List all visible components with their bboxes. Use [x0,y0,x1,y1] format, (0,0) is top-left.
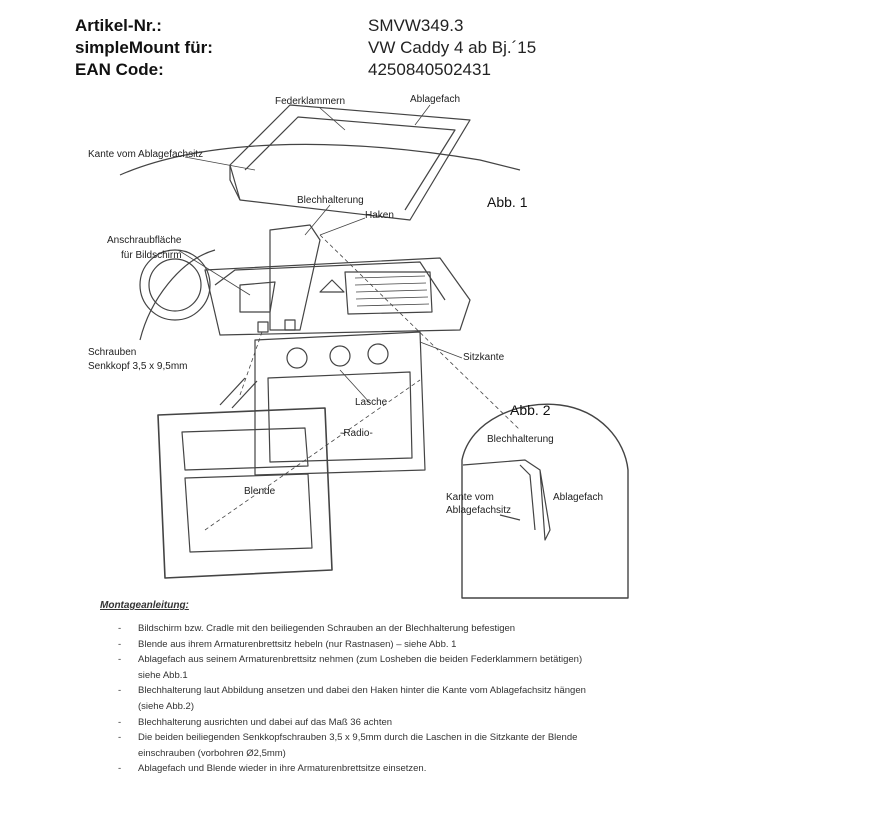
mount-for-label: simpleMount für: [75,38,213,57]
article-number-value: SMVW349.3 [368,16,464,35]
label-sitzkante: Sitzkante [463,352,505,363]
label-schrauben-1: Schrauben [88,347,137,358]
label-ablagefach: Ablagefach [410,94,461,105]
instruction-item-continued: (siehe Abb.2) [138,700,194,712]
instruction-item-continued: siehe Abb.1 [138,669,188,681]
tab-right [285,320,295,330]
label-blechhalterung: Blechhalterung [297,195,364,206]
ean-value: 4250840502431 [368,60,491,79]
radio-knob-center [330,346,350,366]
screw-right [232,381,257,408]
instruction-item: - Blende aus ihrem Armaturenbrettsitz hebeln (nur Rastnasen) – siehe Abb. 1 [100,637,740,653]
label-anschraub-2: für Bildschirm [121,250,182,261]
label-federklammern: Federklammern [275,96,346,107]
instruction-item: - Ablagefach und Blende wieder in ihre Armaturenbrettsitze einsetzen. [100,761,740,777]
instruction-item: - Ablagefach aus seinem Armaturenbrettsitz nehmen (zum Losheben die beiden Federklammern betätigen) [100,652,740,668]
hazard-button [320,280,344,292]
round-vent-inner [149,259,201,311]
label-blende: Blende [244,486,276,497]
radio-bay [255,332,425,475]
bracket [270,225,320,330]
radio-knob-right [368,344,388,364]
instruction-item-continued: einschrauben (vorbohren Ø2,5mm) [138,747,286,759]
detail-hook [520,465,535,530]
instruction-item: - Blechhalterung ausrichten und dabei auf das Maß 36 achten [100,715,740,731]
instruction-item: - Die beiden beiliegenden Senkkopfschrauben 3,5 x 9,5mm durch die Laschen in die Sitzkante der Blende [100,730,740,746]
mount-for-value: VW Caddy 4 ab Bj.´15 [368,38,537,57]
label-radio: -Radio- [340,428,373,439]
label-abb1: Abb. 1 [487,194,528,210]
ean-label: EAN Code: [75,60,164,79]
radio-knob-left [287,348,307,368]
radio-slot [268,372,412,462]
installation-instructions [100,600,740,777]
label-detail-blechhalterung: Blechhalterung [487,434,554,445]
instruction-item: - Bildschirm bzw. Cradle mit den beiliegenden Schrauben an der Blechhalterung befestigen [100,621,740,637]
bezel-upper-opening [182,428,308,470]
label-kante: Kante vom Ablagefachsitz [88,149,204,160]
article-number-label: Artikel-Nr.: [75,16,162,35]
instructions-list [100,621,740,777]
label-anschraub-1: Anschraubfläche [107,235,182,246]
label-abb2: Abb. 2 [510,402,551,418]
label-schrauben-2: Senkkopf 3,5 x 9,5mm [88,361,188,372]
instruction-item: - Blechhalterung laut Abbildung ansetzen und dabei den Haken hinter die Kante vom Ablagefachsitz hängen [100,683,740,699]
label-detail-kante-2: Ablagefachsitz [446,505,512,516]
label-detail-ablagefach: Ablagefach [553,492,604,503]
instructions-title: Montageanleitung: [100,600,189,611]
tab-left [258,322,268,332]
label-haken: Haken [365,210,394,221]
label-detail-kante-1: Kante vom [446,492,494,503]
label-lasche: Lasche [355,397,388,408]
